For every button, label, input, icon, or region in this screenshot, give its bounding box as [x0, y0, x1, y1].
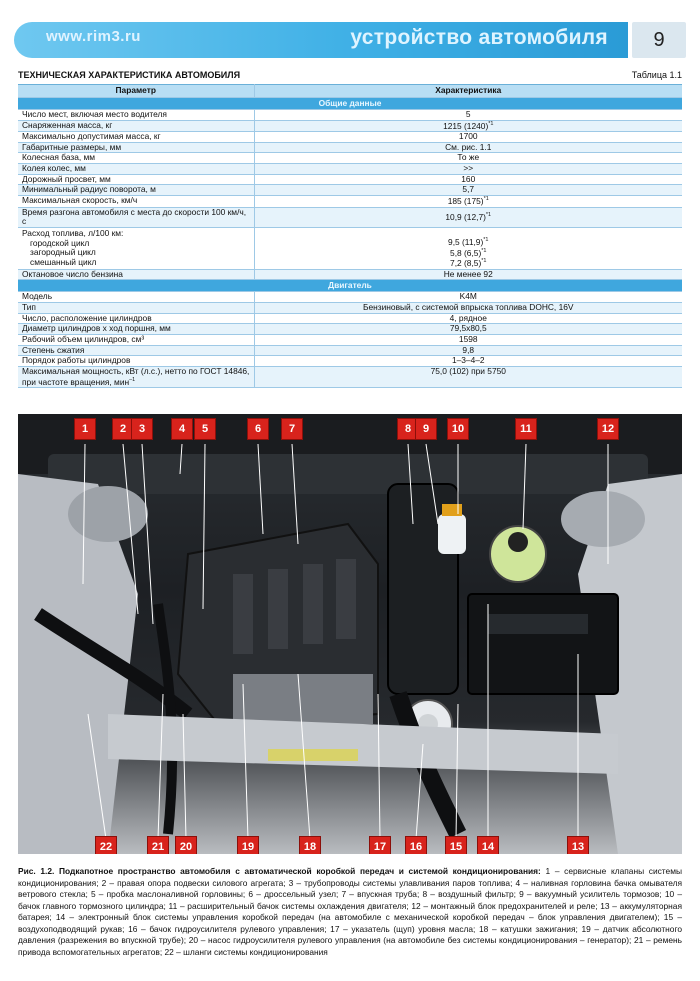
- section-engine: Двигатель: [18, 280, 682, 292]
- value-cell: 5: [254, 110, 682, 121]
- callout-22: 22: [95, 836, 117, 854]
- param-cell: Максимально допустимая масса, кг: [18, 132, 254, 143]
- spec-table: [18, 84, 682, 388]
- value-cell: 5,7: [254, 185, 682, 196]
- page-header: [0, 0, 700, 56]
- fuel-head: Расход топлива, л/100 км:: [22, 228, 124, 238]
- callout-19: 19: [237, 836, 259, 854]
- figure-text: 1 – сервисные клапаны системы кондиционирования; 2 – правая опора подвески силового агрегата; 3 – трубопроводы системы улавливания паров топлива; 4 – наливная горловина бачка омывателя ветрового стекла; 5 – пробка маслоналивной горловины; 6 – дроссельный узел; 7 – впускная труба; 8 – воздушный фильтр; 9 – вакуумный усилитель тормозов; 10 – бачок главного тормозного цилиндра; 11 – расширительный бачок системы охлаждения двигателя; 12 – монтажный блок предохранителей и реле; 13 – аккумуляторная батарея; 14 – электронный блок системы управления коробкой передач (на автомобиле с механической коробкой передач – блок управления двигателем); 15 – воздухоподводящий рукав; 16 – бачок гидроусилителя рулевого управления; 17 – указатель (щуп) уровня масла; 18 – катушки зажигания; 19 – датчик абсолютного давления (разрежения во впускной трубе); 20 – насос гидроусилителя рулевого управления (на автомобиле без системы кондиционирования – генератор); 21 – ремень привода вспомогательных агрегатов; 22 – шланги системы кондиционирования: [18, 866, 682, 957]
- figure-caption: [18, 866, 682, 958]
- callout-18: 18: [299, 836, 321, 854]
- param-cell: Тип: [18, 303, 254, 314]
- value-cell: Бензиновый, с системой впрыска топлива DOHC, 16V: [254, 303, 682, 314]
- general-row: [18, 207, 682, 227]
- callout-11: 11: [515, 418, 537, 440]
- callout-12: 12: [597, 418, 619, 440]
- value-cell: K4M: [254, 292, 682, 303]
- callout-6: 6: [247, 418, 269, 440]
- engine-row: [18, 324, 682, 335]
- general-row: [18, 174, 682, 185]
- fuel-cycle-label: загородный цикл: [30, 247, 96, 258]
- value-cell: 79,5x80,5: [254, 324, 682, 335]
- engine-row: [18, 303, 682, 314]
- param-cell: Октановое число бензина: [18, 269, 254, 280]
- fuel-cycle-value: 7,2 $(8,5)^{*1}$: [450, 258, 487, 269]
- value-cell: 1700: [254, 132, 682, 143]
- param-cell: Порядок работы цилиндров: [18, 356, 254, 367]
- param-cell: Снаряженная масса, кг: [18, 120, 254, 131]
- param-cell: Максимальная скорость, км/ч: [18, 196, 254, 207]
- table-caption: [18, 70, 682, 84]
- fuel-value-cell: [254, 227, 682, 269]
- table-title: ТЕХНИЧЕСКАЯ ХАРАКТЕРИСТИКА АВТОМОБИЛЯ: [18, 70, 241, 80]
- general-row: [18, 120, 682, 131]
- general-row: [18, 196, 682, 207]
- param-cell: Колея колес, мм: [18, 164, 254, 175]
- value-cell: 10,9 $(12,7)^{*1}$: [254, 207, 682, 227]
- engine-bay-illustration: [18, 414, 682, 854]
- param-cell: Число, расположение цилиндров: [18, 313, 254, 324]
- general-row: [18, 110, 682, 121]
- fuel-cycle-label: смешанный цикл: [30, 256, 97, 267]
- general-row: [18, 185, 682, 196]
- value-cell: 160: [254, 174, 682, 185]
- engine-row: [18, 345, 682, 356]
- param-cell: Минимальный радиус поворота, м: [18, 185, 254, 196]
- octane-row: [18, 269, 682, 280]
- value-cell: 1598: [254, 335, 682, 346]
- col-header-value: Характеристика: [254, 85, 682, 98]
- callout-15: 15: [445, 836, 467, 854]
- footnote-mark: *1: [483, 196, 489, 203]
- footnote-mark: *1: [488, 120, 494, 127]
- param-cell: Модель: [18, 292, 254, 303]
- engine-bay-photo: [18, 414, 682, 854]
- figure-label: Рис. 1.2. Подкапотное пространство автомобиля с автоматической коробкой передач и системой кондиционирования:: [18, 866, 541, 876]
- value-cell: 1–3–4–2: [254, 356, 682, 367]
- param-cell: Дорожный просвет, мм: [18, 174, 254, 185]
- callout-8: 8: [397, 418, 419, 440]
- callout-3: 3: [131, 418, 153, 440]
- power-row: [18, 367, 682, 388]
- fuel-cycle-value: 9,5 $(11,9)^{*1}$: [448, 237, 489, 248]
- value-cell: То же: [254, 153, 682, 164]
- param-cell: Время разгона автомобиля с места до скорости 100 км/ч, с: [18, 207, 254, 227]
- param-cell: Степень сжатия: [18, 345, 254, 356]
- general-row: [18, 132, 682, 143]
- footnote-mark: *1: [485, 211, 492, 218]
- general-row: [18, 153, 682, 164]
- param-cell: Габаритные размеры, мм: [18, 142, 254, 153]
- callout-9: 9: [415, 418, 437, 440]
- section-general: Общие данные: [18, 98, 682, 110]
- value-cell: 4, рядное: [254, 313, 682, 324]
- value-cell: См. рис. 1.1: [254, 142, 682, 153]
- param-cell: Диаметр цилиндров x ход поршня, мм: [18, 324, 254, 335]
- fuel-cycle-label: городской цикл: [30, 237, 90, 248]
- general-row: [18, 164, 682, 175]
- engine-row: [18, 313, 682, 324]
- callout-5: 5: [194, 418, 216, 440]
- callout-13: 13: [567, 836, 589, 854]
- value-cell: 9,8: [254, 345, 682, 356]
- engine-row: [18, 356, 682, 367]
- callout-10: 10: [447, 418, 469, 440]
- general-row: [18, 142, 682, 153]
- power-param-cell: Максимальная мощность, кВт (л.с.), нетто по ГОСТ 14846, при частоте вращения, мин$^{-1}$: [18, 367, 254, 388]
- callout-2: 2: [112, 418, 134, 440]
- site-url[interactable]: www.rim3.ru: [46, 28, 141, 45]
- fuel-row: [18, 227, 682, 269]
- engine-row: [18, 292, 682, 303]
- callout-16: 16: [405, 836, 427, 854]
- param-cell: Рабочий объем цилиндров, см³: [18, 335, 254, 346]
- callout-7: 7: [281, 418, 303, 440]
- param-cell: Колесная база, мм: [18, 153, 254, 164]
- callout-4: 4: [171, 418, 193, 440]
- section-engine-row: [18, 280, 682, 292]
- value-cell: 185 $(175)^{*1}$: [254, 196, 682, 207]
- page-number: 9: [632, 22, 686, 58]
- value-cell: >>: [254, 164, 682, 175]
- callout-21: 21: [147, 836, 169, 854]
- value-cell: Не менее 92: [254, 269, 682, 280]
- col-header-param: Параметр: [18, 85, 254, 98]
- callout-20: 20: [175, 836, 197, 854]
- power-value-cell: 75,0 (102) при 5750: [254, 367, 682, 388]
- callout-14: 14: [477, 836, 499, 854]
- param-cell: Число мест, включая место водителя: [18, 110, 254, 121]
- callout-1: 1: [74, 418, 96, 440]
- value-cell: 1215 $(1240)^{*1}$: [254, 120, 682, 131]
- engine-row: [18, 335, 682, 346]
- table-number: Таблица 1.1: [631, 70, 682, 80]
- fuel-cycle-value: 5,8 $(6,5)^{*1}$: [450, 247, 487, 258]
- callout-17: 17: [369, 836, 391, 854]
- section-title: устройство автомобиля: [350, 26, 608, 49]
- fuel-param-cell: [18, 227, 254, 269]
